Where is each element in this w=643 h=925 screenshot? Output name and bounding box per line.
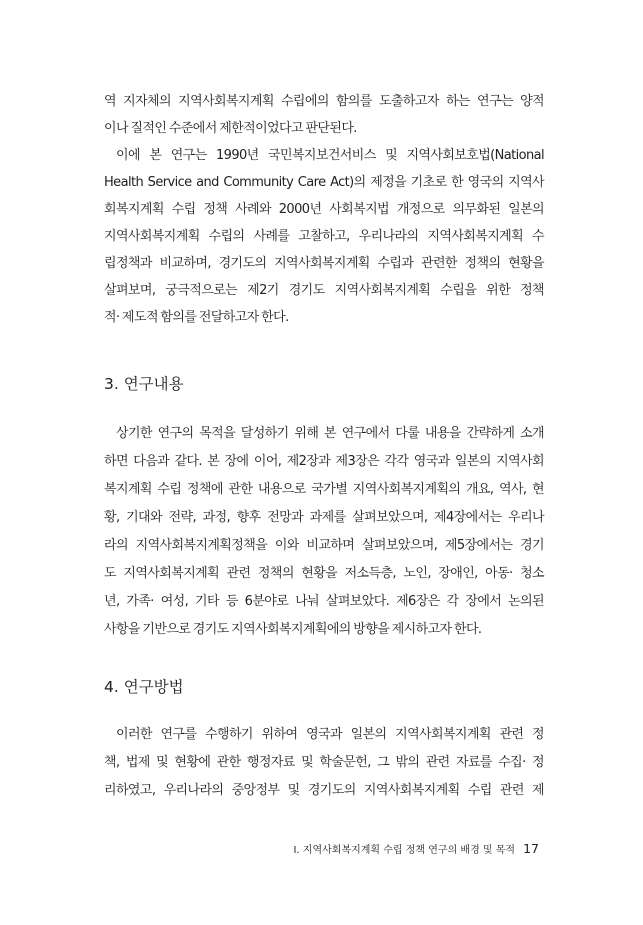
intro-paragraph (104, 94, 544, 326)
text-line: 살펴보며, 궁극적으로는 제2기 경기도 지역사회복지계획 수립을 위한 정책 (104, 283, 544, 298)
text-line: 사항을 기반으로 경기도 지역사회복지계획에의 방향을 제시하고자 한다. (104, 622, 482, 637)
section-3-paragraph (104, 426, 544, 638)
text-line: 적· 제도적 함의를 전달하고자 한다. (104, 310, 289, 325)
text-line: 라의 지역사회복지계획정책을 이와 비교하며 살펴보았으며, 제5장에서는 경기 (104, 538, 544, 553)
page-number: 17 (523, 841, 539, 856)
text-line: 도 지역사회복지계획 관련 정책의 현황을 저소득층, 노인, 장애인, 아동· 청소 (104, 566, 544, 581)
text-line: 역 지자체의 지역사회복지계획 수립에의 함의를 도출하고자 하는 연구는 양적 (104, 94, 544, 109)
text-line: 상기한 연구의 목적을 달성하기 위해 본 연구에서 다룰 내용을 간략하게 소개 (116, 426, 544, 441)
text-line: Health Service and Community Care Act)의 제정을 기초로 한 영국의 지역사 (104, 175, 544, 190)
section-4-paragraph (104, 727, 544, 799)
text-line: 복지계획 수립 정책에 관한 내용으로 국가별 지역사회복지계획의 개요, 역사, 현 (104, 482, 544, 497)
running-head: Ⅰ. 지역사회복지계획 수립 정책 연구의 배경 및 목적 (293, 845, 516, 856)
section-4-heading: 4. 연구방법 (104, 678, 184, 696)
text-line: 리하였고, 우리나라의 중앙정부 및 경기도의 지역사회복지계획 수립 관련 제 (104, 783, 544, 798)
text-line: 이나 질적인 수준에서 제한적이었다고 판단된다. (104, 121, 357, 136)
text-line: 회복지계획 수립 정책 사례와 2000년 사회복지법 개정으로 의무화된 일본의 (104, 202, 544, 217)
text-line: 이러한 연구를 수행하기 위하여 영국과 일본의 지역사회복지계획 관련 정 (116, 727, 544, 742)
page-footer (294, 842, 540, 858)
text-line: 책, 법제 및 현황에 관한 행정자료 및 학술문헌, 그 밖의 관련 자료를 수집· 정 (104, 755, 544, 770)
text-line: 지역사회복지계획 수립의 사례를 고찰하고, 우리나라의 지역사회복지계획 수 (104, 229, 544, 244)
section-3-heading: 3. 연구내용 (104, 375, 184, 393)
text-line: 립정책과 비교하며, 경기도의 지역사회복지계획 수립과 관련한 정책의 현황을 (104, 256, 544, 271)
text-line: 황, 기대와 전략, 과정, 향후 전망과 과제를 살펴보았으며, 제4장에서는 우리나 (104, 510, 544, 525)
text-line: 하면 다음과 같다. 본 장에 이어, 제2장과 제3장은 각각 영국과 일본의 지역사회 (104, 454, 544, 469)
text-line: 이에 본 연구는 1990년 국민복지보건서비스 및 지역사회보호법(National (116, 148, 544, 163)
text-line: 년, 가족· 여성, 기타 등 6분야로 나눠 살펴보았다. 제6장은 각 장에서 논의된 (104, 594, 544, 609)
